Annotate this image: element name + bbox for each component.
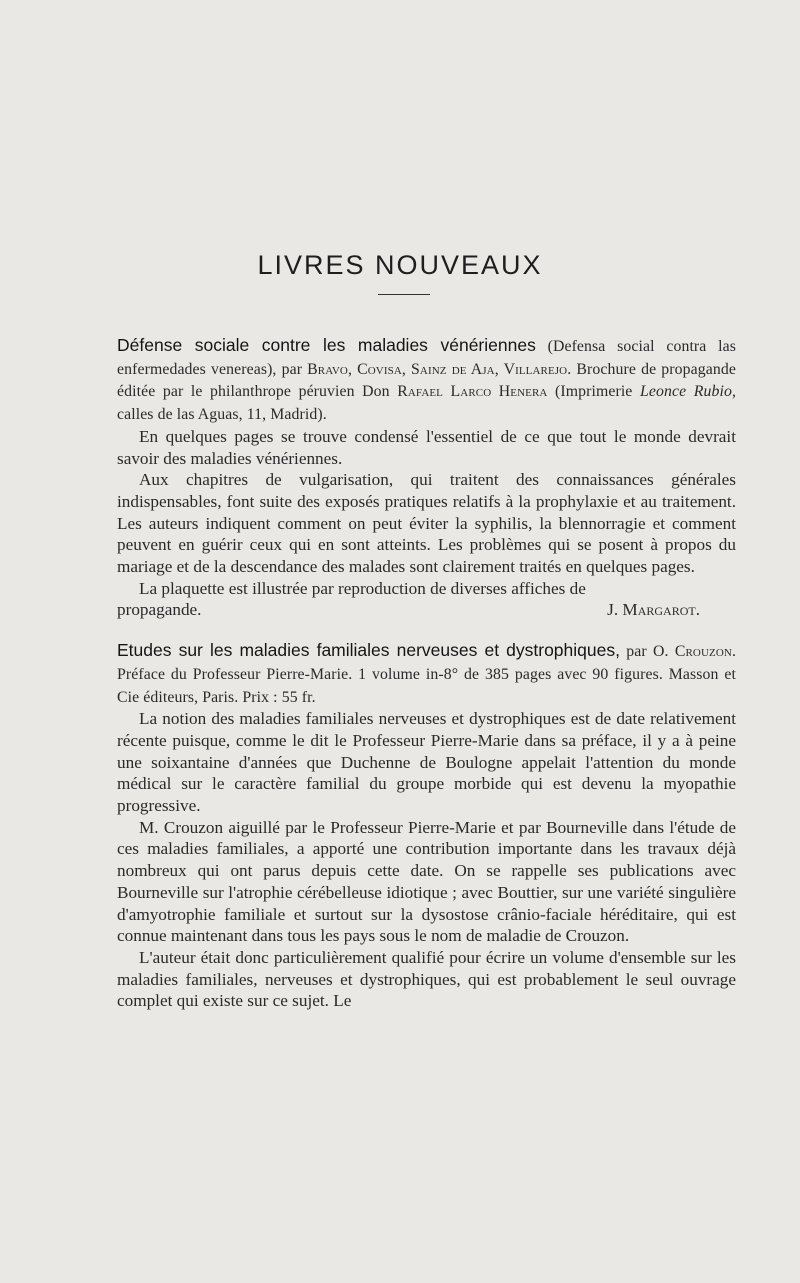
- page-title: LIVRES NOUVEAUX: [257, 250, 543, 281]
- review-entry: [117, 640, 736, 1012]
- review-signature-line: propagande. J. Margarot.: [117, 600, 700, 620]
- review-paragraph: La plaquette est illustrée par reproduction de diverses affiches de: [139, 578, 586, 598]
- review-heading: Etudes sur les maladies familiales nerveuses et dystrophiques,: [117, 640, 620, 661]
- review-paragraph: En quelques pages se trouve condensé l'essentiel de ce que tout le monde devrait savoir des maladies vénériennes.: [117, 426, 736, 468]
- review-heading: Défense sociale contre les maladies vénériennes: [117, 335, 536, 355]
- review-entry: [117, 335, 736, 621]
- review-paragraph: La notion des maladies familiales nerveuses et dystrophiques est de date relativement récente puisque, comme le dit le Professeur Pierre-Marie dans sa préface, il y a à peine une soixantaine d'années que Duchenne de Boulogne appelait l'attention du monde médical sur le caractère familial du groupe morbide qui est devenu la myopathie progressive.: [117, 709, 736, 816]
- review-meta: par O. Crouzon. Préface du Professeur Pierre-Marie. 1 volume in-8° de 385 pages avec 90 figures. Masson et Cie éditeurs, Paris. Prix : 55 fr.: [117, 643, 736, 706]
- review-signature: J. Margarot.: [607, 600, 700, 620]
- review-meta: (Defensa social contra las enfermedades venereas), par Bravo, Covisa, Sainz de Aja, Villarejo. Brochure de propagande éditée par le philanthrope péruvien Don Rafael Larco Henera (Imprimerie Leonce Rubio, calles de las Aguas, 11, Madrid).: [117, 338, 737, 424]
- review-paragraph: M. Crouzon aiguillé par le Professeur Pierre-Marie et par Bourneville dans l'étude de ces maladies familiales, a apporté une contribution importante dans les travaux déjà nombreux qui ont parus depuis cette date. On se rappelle ses publications avec Bourneville sur l'atrophie cérébelleuse idiotique ; avec Bouttier, sur une variété singulière d'amyotrophie familiale et surtout sur la dysostose crânio-faciale héréditaire, qui est connue maintenant dans tous les pays sous le nom de maladie de Crouzon.: [117, 817, 736, 946]
- review-author: O. Crouzon: [653, 643, 732, 661]
- review-header: [117, 640, 736, 708]
- review-paragraph: Aux chapitres de vulgarisation, qui traitent des connaissances générales indispensables, font suite des exposés pratiques relatifs à la prophylaxie et au traitement. Les auteurs indiquent comment on peut éviter la syphilis, la blennorragie et comment peuvent en guérir ceux qui en sont atteints. Les problèmes qui se posent à propos du mariage et de la descendance des malades sont clairement traités en quelques pages.: [117, 470, 736, 577]
- reviews-section: [117, 335, 736, 1012]
- review-authors: Bravo, Covisa, Sainz de Aja, Villarejo: [307, 360, 568, 378]
- review-patron: Rafael Larco Henera: [397, 383, 548, 401]
- title-divider: [378, 294, 430, 295]
- review-paragraph: L'auteur était donc particulièrement qualifié pour écrire un volume d'ensemble sur les maladies familiales, nerveuses et dystrophiques, qui est probablement le seul ouvrage complet qui existe sur ce sujet. Le: [117, 947, 736, 1011]
- review-printer: Leonce Rubio: [639, 383, 732, 401]
- review-header: [117, 335, 736, 426]
